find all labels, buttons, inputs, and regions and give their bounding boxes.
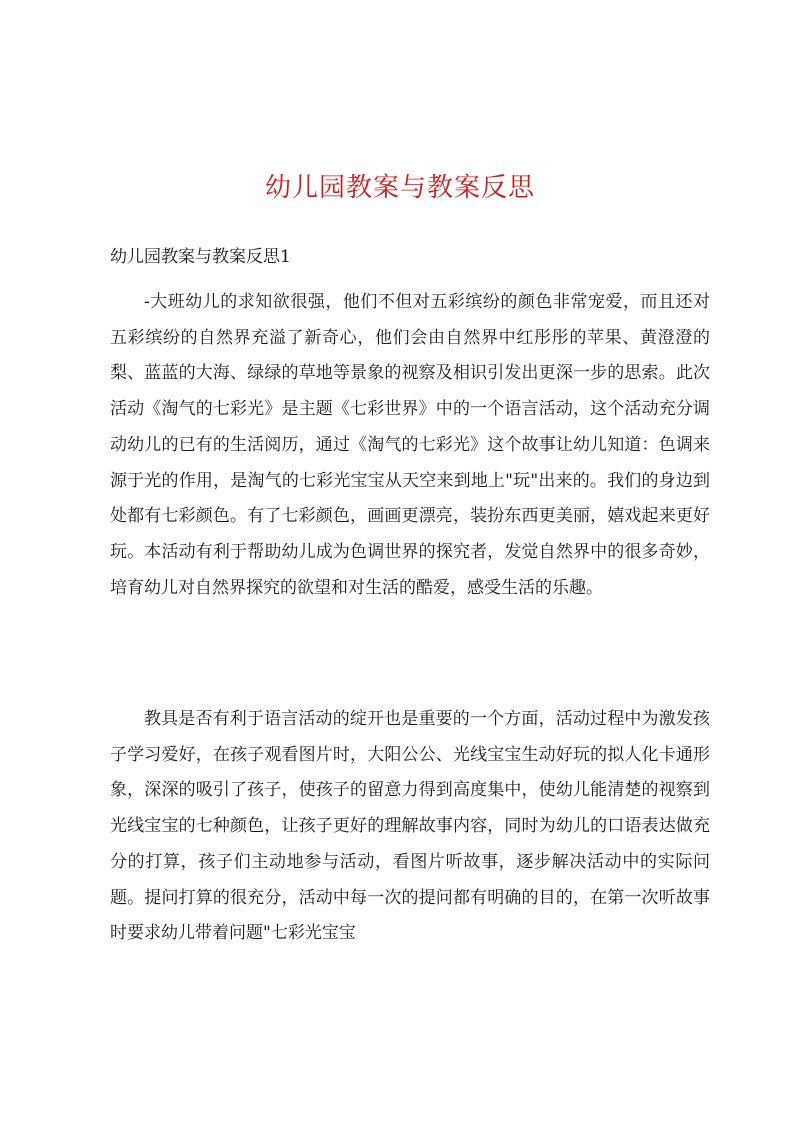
section-heading: 幼儿园教案与教案反思1 [110, 247, 291, 267]
paragraph-1: -大班幼儿的求知欲很强，他们不但对五彩缤纷的颜色非常宠爱，而且还对五彩缤纷的自然界充溢了新奇心，他们会由自然界中红彤彤的苹果、黄澄澄的梨、蓝蓝的大海、绿绿的草地等景象的视察及相识引发出更深一步的思索。此次活动《淘气的七彩光》是主题《七彩世界》中的一个语言活动，这个活动充分调动幼儿的已有的生活阅历，通过《淘气的七彩光》这个故事让幼儿知道：色调来源于光的作用，是淘气的七彩光宝宝从天空来到地上"玩"出来的。我们的身边到处都有七彩颜色。有了七彩颜色，画画更漂亮，装扮东西更美丽，嬉戏起来更好玩。本活动有利于帮助幼儿成为色调世界的探究者，发觉自然界中的很多奇妙，培育幼儿对自然界探究的欲望和对生活的酷爱，感受生活的乐趣。 [110, 292, 710, 598]
paragraph-2: 教具是否有利于语言活动的绽开也是重要的一个方面，活动过程中为激发孩子学习爱好，在孩子观看图片时，大阳公公、光线宝宝生动好玩的拟人化卡通形象，深深的吸引了孩子，使孩子的留意力得到高度集中，使幼儿能清楚的视察到光线宝宝的七种颜色，让孩子更好的理解故事内容，同时为幼儿的口语表达做充分的打算，孩子们主动地参与活动，看图片听故事，逐步解决活动中的实际问题。提问打算的很充分，活动中每一次的提问都有明确的目的，在第一次听故事时要求幼儿带着问题"七彩光宝宝 [110, 709, 710, 944]
page-title: 幼儿园教案与教案反思 [264, 173, 535, 203]
